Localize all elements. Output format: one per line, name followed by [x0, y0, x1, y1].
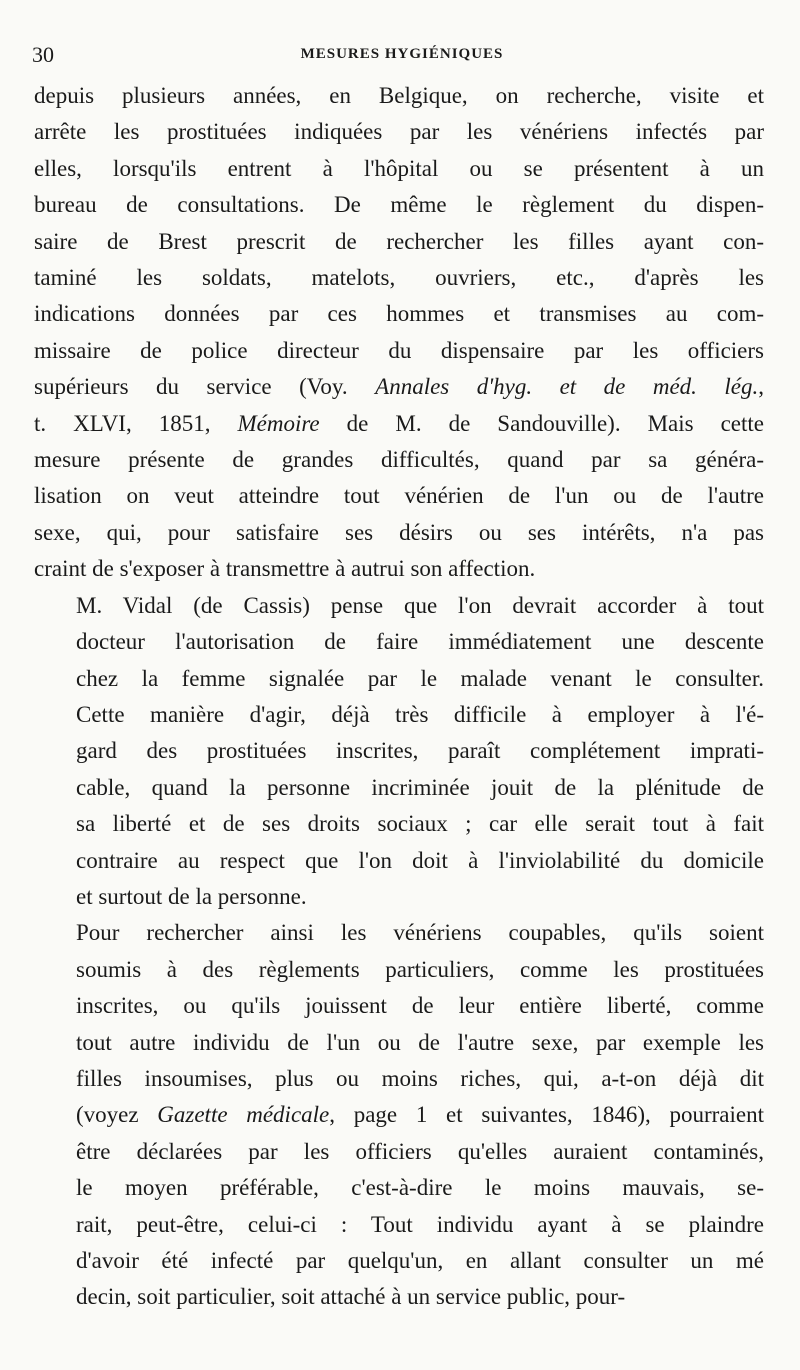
text-line: filles insoumises, plus ou moins riches, qui, a-t-on déjà dit: [76, 1065, 764, 1091]
text-line: arrête les prostituées indiquées par les vénériens infectés par: [34, 119, 764, 145]
text-line: saire de Brest prescrit de rechercher les filles ayant con-: [34, 228, 764, 254]
text-line: être déclarées par les officiers qu'elles auraient contaminés,: [76, 1138, 764, 1164]
text-line: le moyen préférable, c'est-à-dire le moins mauvais, se-: [76, 1175, 764, 1201]
text-line: inscrites, ou qu'ils jouissent de leur entière liberté, comme: [76, 993, 764, 1019]
italic-title: Annales d'hyg. et de méd. lég.: [375, 374, 759, 400]
text-line: gard des prostituées inscrites, paraît complétement imprati-: [76, 738, 764, 764]
text-line: missaire de police directeur du dispensaire par les officiers: [34, 337, 764, 363]
text-line: (voyez Gazette médicale, page 1 et suivantes, 1846), pourraient: [76, 1102, 764, 1128]
text-line: soumis à des règlements particuliers, comme les prostituées: [76, 956, 764, 982]
text-line: elles, lorsqu'ils entrent à l'hôpital ou se présentent à un: [34, 155, 764, 181]
body-text: [34, 78, 764, 1316]
text-line: indications données par ces hommes et transmises au com-: [34, 301, 764, 327]
text-line: Cette manière d'agir, déjà très difficile à employer à l'é-: [76, 701, 764, 727]
text-line: sexe, qui, pour satisfaire ses désirs ou ses intérêts, n'a pas: [34, 519, 764, 545]
text-line: decin, soit particulier, soit attaché à un service public, pour-: [76, 1284, 626, 1310]
italic-title: Mémoire: [237, 410, 320, 436]
running-title: MESURES HYGIÉNIQUES: [300, 46, 504, 62]
text-line: supérieurs du service (Voy. Annales d'hyg. et de méd. lég.,: [34, 374, 764, 400]
text-line: mesure présente de grandes difficultés, quand par sa généra-: [34, 447, 764, 473]
text-line: contraire au respect que l'on doit à l'inviolabilité du domicile: [76, 847, 764, 873]
text-line: sa liberté et de ses droits sociaux ; car elle serait tout à fait: [76, 811, 764, 837]
text-line: taminé les soldats, matelots, ouvriers, etc., d'après les: [34, 265, 764, 291]
text-line: craint de s'exposer à transmettre à autrui son affection.: [34, 556, 536, 582]
text-line: t. XLVI, 1851, Mémoire de M. de Sandouville). Mais cette: [34, 410, 764, 436]
italic-title: Gazette médicale: [157, 1102, 330, 1128]
text-line: et surtout de la personne.: [76, 883, 307, 909]
text-line: tout autre individu de l'un ou de l'autre sexe, par exemple les: [76, 1029, 764, 1055]
paragraph: [34, 915, 764, 1315]
text-line: cable, quand la personne incriminée jouit de la plénitude de: [76, 774, 764, 800]
text-line: docteur l'autorisation de faire immédiatement une descente: [76, 629, 764, 655]
paragraph: [34, 78, 764, 588]
text-line: lisation on veut atteindre tout vénérien de l'un ou de l'autre: [34, 483, 764, 509]
page-header: [32, 42, 772, 72]
text-line: rait, peut-être, celui-ci : Tout individu ayant à se plaindre: [76, 1211, 764, 1237]
text-line: bureau de consultations. De même le règlement du dispen-: [34, 192, 764, 218]
text-line: depuis plusieurs années, en Belgique, on recherche, visite et: [34, 83, 764, 108]
paragraph: [34, 588, 764, 916]
text-line: Pour rechercher ainsi les vénériens coupables, qu'ils soient: [76, 920, 764, 946]
text-line: chez la femme signalée par le malade venant le consulter.: [76, 665, 764, 691]
text-line: d'avoir été infecté par quelqu'un, en allant consulter un mé: [76, 1248, 764, 1273]
page-number: 30: [32, 42, 54, 67]
text-line: M. Vidal (de Cassis) pense que l'on devrait accorder à tout: [76, 592, 764, 618]
